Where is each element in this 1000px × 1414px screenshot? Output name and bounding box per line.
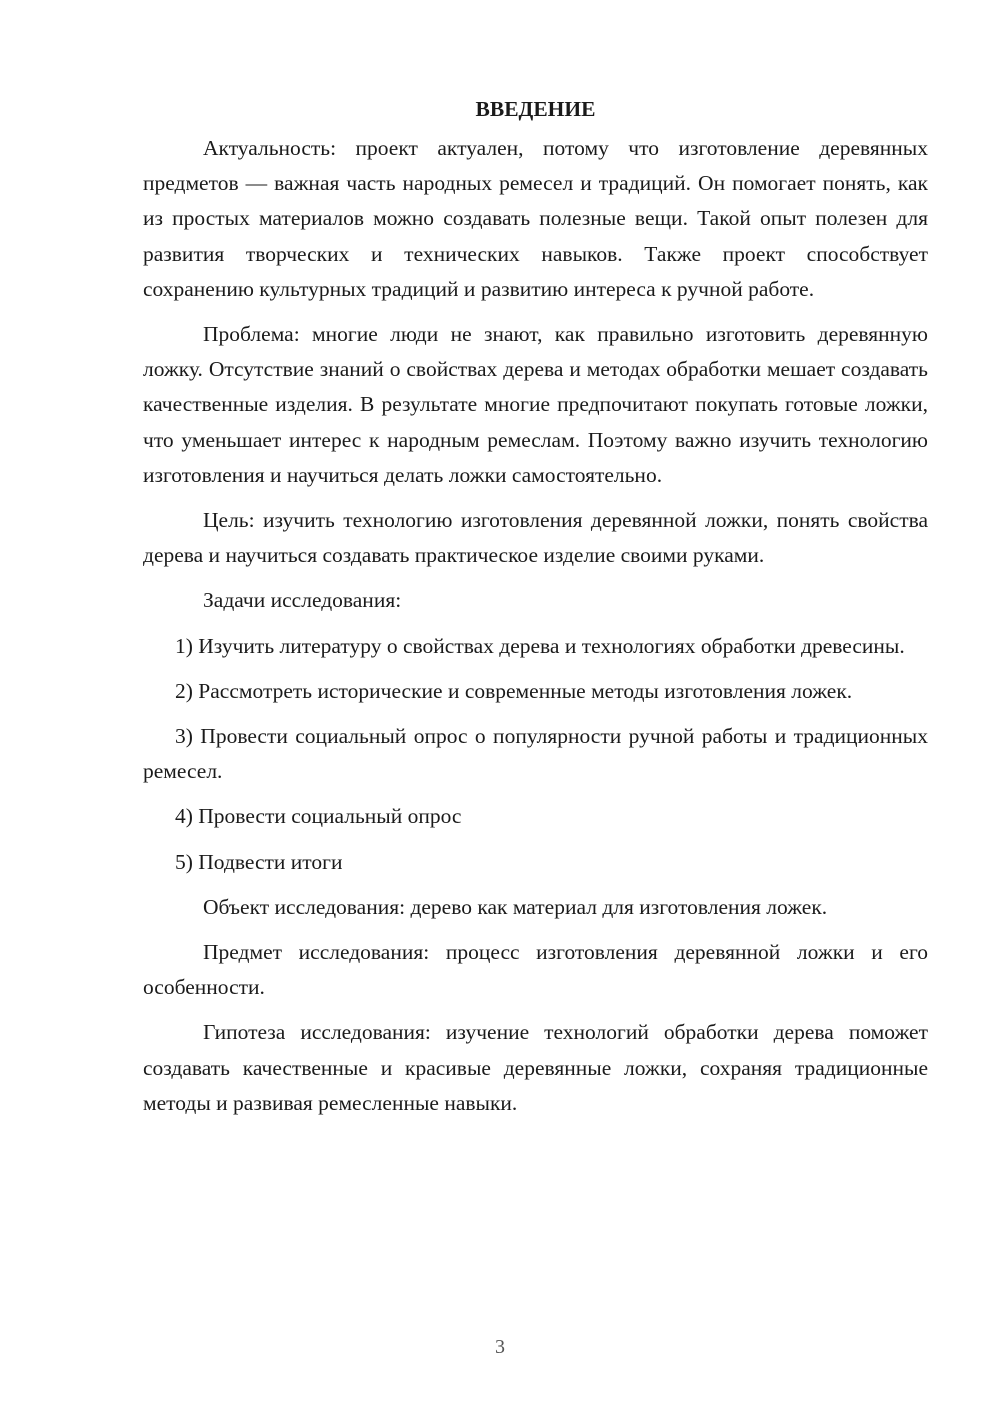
relevance-paragraph: Актуальность: проект актуален, потому что изготовление деревянных предметов — важная часть народных ремесел и традиций. Он помогает понять, как из простых материалов можно создавать полезные вещи. Такой опыт полезен для развития творческих и технических навыков. Также проект способствует сохранению культурных традиций и развитию интереса к ручной работе.: [143, 136, 928, 301]
tasks-list: [143, 629, 928, 880]
hypothesis-paragraph: Гипотеза исследования: изучение технологий обработки дерева поможет создавать качественные и красивые деревянные ложки, сохраняя традиционные методы и развивая ремесленные навыки.: [143, 1020, 928, 1115]
subject-paragraph: Предмет исследования: процесс изготовления деревянной ложки и его особенности.: [143, 940, 928, 1000]
page-number: 3: [495, 1336, 505, 1358]
section-title: ВВЕДЕНИЕ: [475, 97, 596, 121]
object-paragraph: Объект исследования: дерево как материал для изготовления ложек.: [203, 894, 828, 919]
task-item: 3) Провести социальный опрос о популярности ручной работы и традиционных ремесел.: [143, 724, 928, 784]
task-item: 4) Провести социальный опрос: [175, 804, 462, 829]
problem-paragraph: Проблема: многие люди не знают, как правильно изготовить деревянную ложку. Отсутствие знаний о свойствах дерева и методах обработки мешает создавать качественные изделия. В результате многие предпочитают покупать готовые ложки, что уменьшает интерес к народным ремеслам. Поэтому важно изучить технологию изготовления и научиться делать ложки самостоятельно.: [143, 322, 928, 487]
tasks-heading: Задачи исследования:: [203, 588, 402, 613]
task-item: 1) Изучить литературу о свойствах дерева и технологиях обработки древесины.: [175, 633, 905, 658]
document-page: [143, 92, 928, 1131]
task-item: 5) Подвести итоги: [175, 849, 343, 874]
goal-paragraph: Цель: изучить технологию изготовления деревянной ложки, понять свойства дерева и научиться создавать практическое изделие своими руками.: [143, 508, 928, 568]
task-item: 2) Рассмотреть исторические и современные методы изготовления ложек.: [175, 678, 853, 703]
